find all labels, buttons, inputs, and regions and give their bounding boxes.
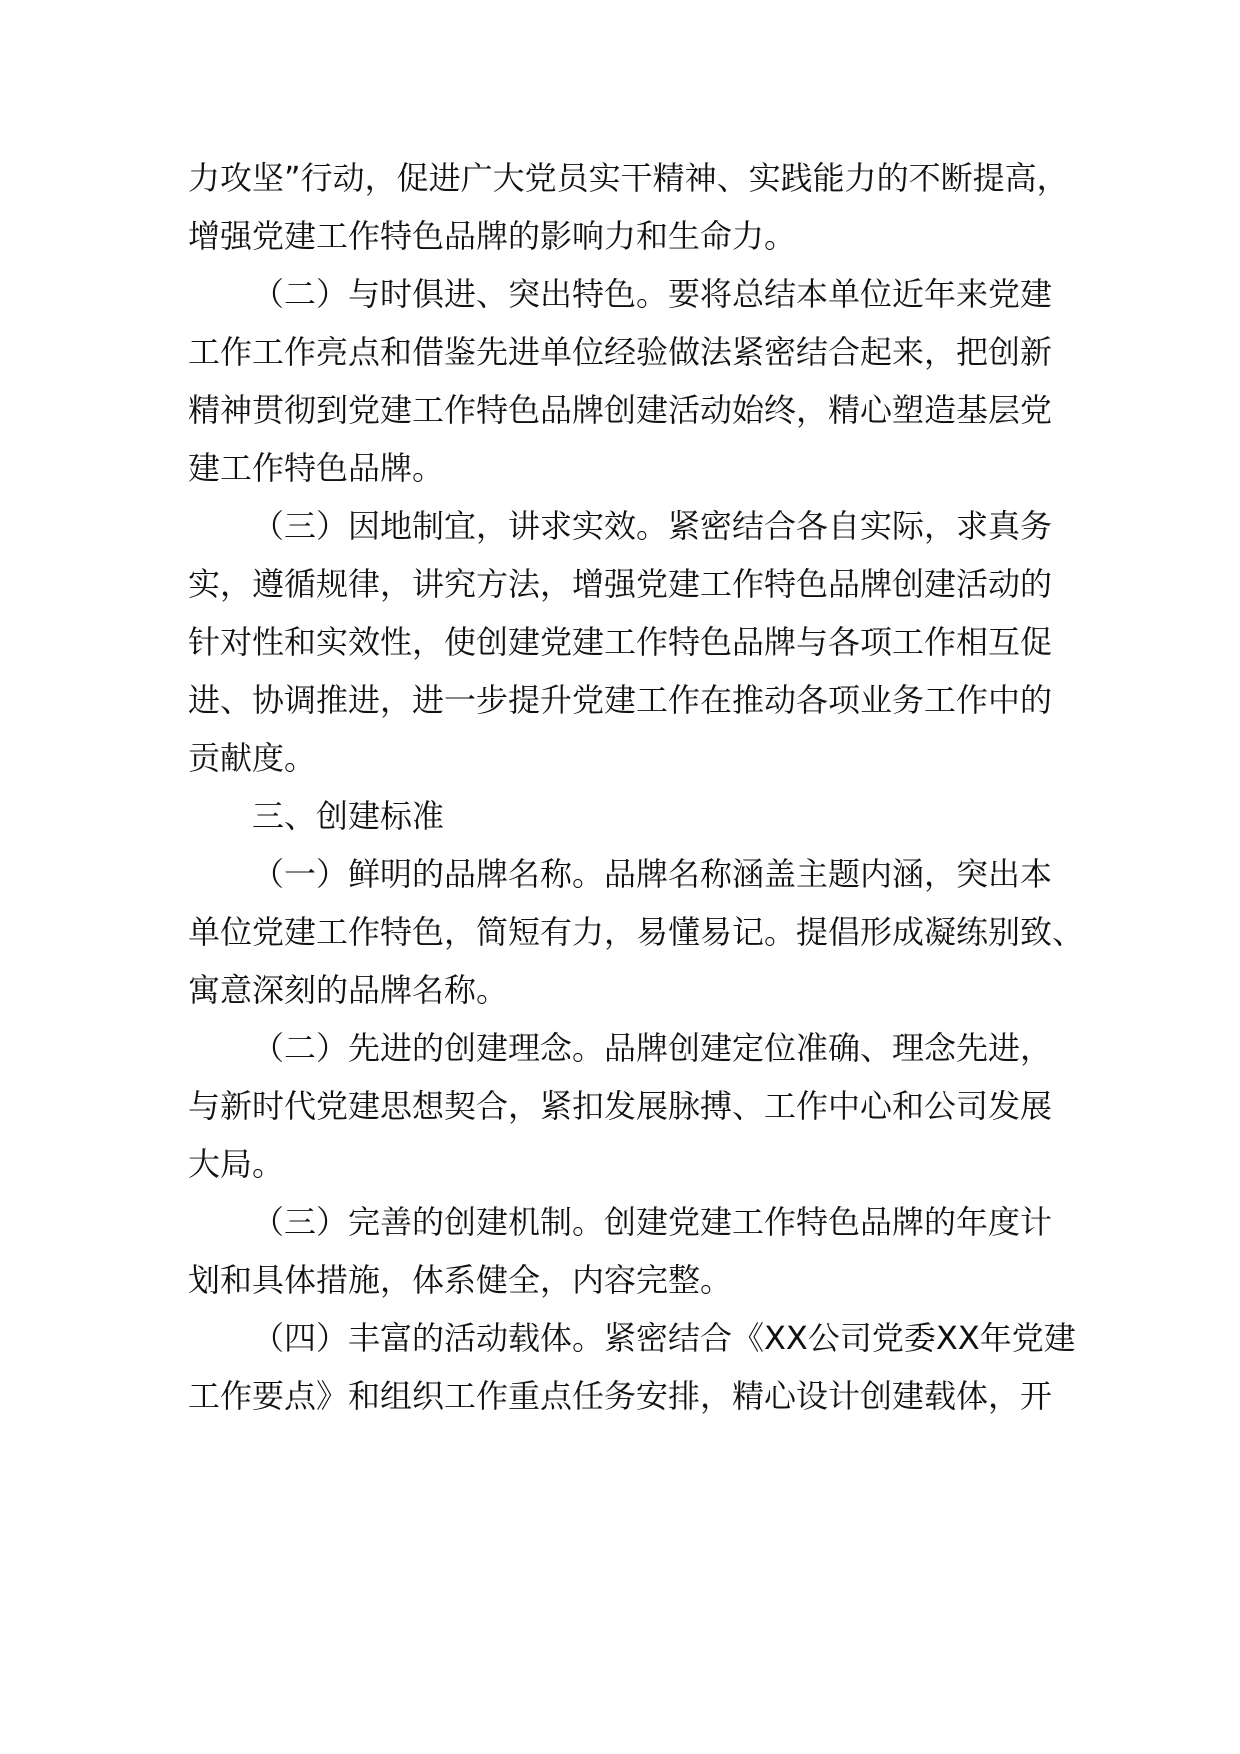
body-line-20: 划和具体措施，体系健全，内容完整。 — [188, 1261, 733, 1299]
body-line-7: （三）因地制宜，讲求实效。紧密结合各自实际，求真务 — [252, 507, 1053, 545]
body-line-19: （三）完善的创建机制。创建党建工作特色品牌的年度计 — [252, 1203, 1053, 1241]
body-line-8: 实，遵循规律，讲究方法，增强党建工作特色品牌创建活动的 — [188, 565, 1053, 603]
body-line-3: （二）与时俱进、突出特色。要将总结本单位近年来党建 — [252, 275, 1053, 313]
body-line-11: 贡献度。 — [188, 739, 317, 777]
body-line-5: 精神贯彻到党建工作特色品牌创建活动始终，精心塑造基层党 — [188, 391, 1053, 429]
section-heading: 三、创建标准 — [252, 797, 445, 835]
body-line-16: （二）先进的创建理念。品牌创建定位准确、理念先进， — [252, 1029, 1053, 1067]
body-line-14: 单位党建工作特色，简短有力，易懂易记。提倡形成凝练别致、 — [188, 913, 1085, 951]
body-line-4: 工作工作亮点和借鉴先进单位经验做法紧密结合起来，把创新 — [188, 333, 1053, 371]
body-line-9: 针对性和实效性，使创建党建工作特色品牌与各项工作相互促 — [188, 623, 1053, 661]
body-line-21: （四）丰富的活动载体。紧密结合《XX公司党委XX年党建 — [252, 1319, 1076, 1357]
body-line-22: 工作要点》和组织工作重点任务安排，精心设计创建载体，开 — [188, 1377, 1053, 1415]
body-line-18: 大局。 — [188, 1145, 285, 1183]
body-line-10: 进、协调推进，进一步提升党建工作在推动各项业务工作中的 — [188, 681, 1053, 719]
body-line-17: 与新时代党建思想契合，紧扣发展脉搏、工作中心和公司发展 — [188, 1087, 1053, 1125]
body-line-2: 增强党建工作特色品牌的影响力和生命力。 — [188, 217, 797, 255]
body-line-6: 建工作特色品牌。 — [188, 449, 445, 487]
body-line-13: （一）鲜明的品牌名称。品牌名称涵盖主题内涵，突出本 — [252, 855, 1053, 893]
body-line-1: 力攻坚”行动，促进广大党员实干精神、实践能力的不断提高， — [188, 159, 1069, 197]
body-line-15: 寓意深刻的品牌名称。 — [188, 971, 509, 1009]
